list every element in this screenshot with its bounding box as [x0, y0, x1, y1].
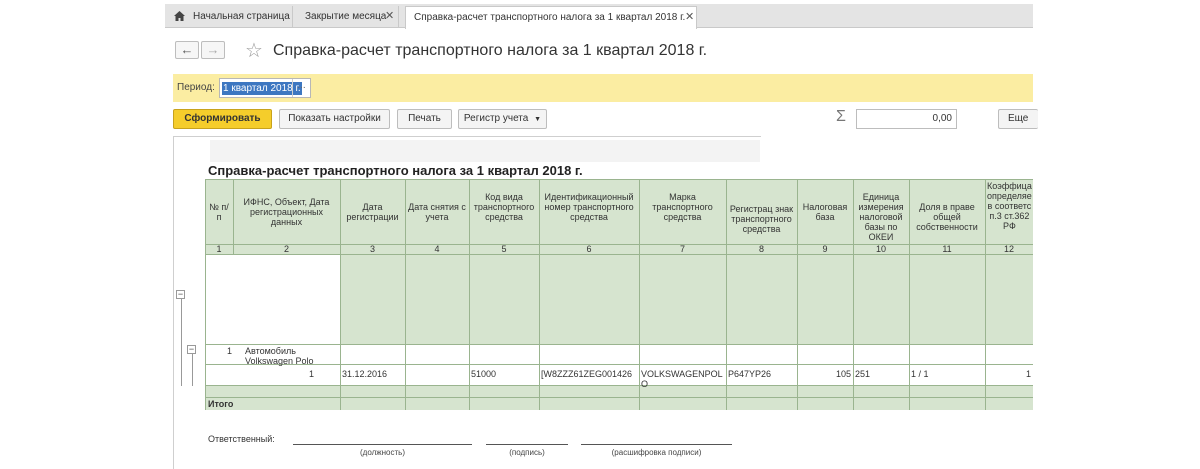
period-label: Период:: [177, 82, 215, 93]
tree-line: [192, 353, 193, 386]
position-caption: (должность): [360, 448, 405, 457]
period-input[interactable]: 1 квартал 2018 г.: [223, 83, 301, 94]
coefficient[interactable]: 1: [1025, 369, 1031, 379]
dropdown-arrow-icon: ▼: [534, 116, 542, 123]
column-number: 12: [1003, 244, 1014, 254]
tab-report[interactable]: [405, 6, 697, 29]
more-button[interactable]: Еще: [998, 109, 1038, 129]
sum-icon: Σ: [836, 108, 846, 125]
vehicle-code[interactable]: 51000: [471, 369, 497, 379]
tab-home-label: Начальная страница: [193, 11, 290, 22]
vin[interactable]: [W8ZZZ61ZEG001426: [541, 369, 633, 379]
column-header: Коэффица определяе в соответс п.3 ст.362 РФ: [987, 181, 1032, 231]
tab-month-close[interactable]: [297, 6, 399, 28]
sign-caption: (подпись): [509, 448, 545, 457]
column-number: 9: [822, 244, 828, 254]
report-left-border: [173, 136, 174, 469]
column-header: Доля в праве общей собственности: [916, 202, 978, 232]
tab-bar: [165, 4, 1033, 28]
column-number: 5: [501, 244, 507, 254]
close-icon[interactable]: ✕: [685, 11, 695, 23]
arrow-right-icon: →: [206, 42, 220, 57]
column-number: 6: [586, 244, 592, 254]
tax-base[interactable]: 105: [835, 369, 851, 379]
register-button-label: Регистр учета: [463, 113, 529, 124]
report-title: Справка-расчет транспортного налога за 1 квартал 2018 г.: [208, 163, 583, 178]
back-button[interactable]: [175, 41, 199, 59]
report-area: [0, 136, 1200, 469]
favorite-star-icon[interactable]: ☆: [245, 40, 263, 62]
report-top-border: [173, 136, 761, 137]
column-number: 2: [283, 244, 289, 254]
column-header: Идентификационный номер транспортного средства: [544, 192, 634, 222]
generate-button[interactable]: Сформировать: [173, 109, 272, 129]
row-number: 1: [309, 369, 315, 379]
tree-line: [181, 298, 182, 386]
column-number: 4: [434, 244, 440, 254]
column-number: 10: [875, 244, 886, 254]
column-number: 7: [679, 244, 685, 254]
tab-month-close-label: Закрытие месяца: [305, 11, 387, 22]
vehicle-brand[interactable]: VOLKSWAGENPOLO: [641, 369, 723, 389]
tab-home[interactable]: [165, 6, 293, 28]
registration-date[interactable]: 31.12.2016: [342, 369, 388, 379]
sum-field[interactable]: 0,00: [856, 109, 957, 129]
column-number: 8: [758, 244, 764, 254]
column-header: Код вида транспортного средства: [473, 192, 535, 222]
signature-line: [486, 444, 568, 445]
column-header: № п/п: [209, 201, 229, 222]
period-panel: [173, 74, 1033, 102]
column-number: 3: [369, 244, 375, 254]
page-title: Справка-расчет транспортного налога за 1 квартал 2018 г.: [273, 42, 708, 59]
register-dropdown-button[interactable]: [458, 109, 547, 129]
signature-line: [581, 444, 732, 445]
responsible-label: Ответственный:: [208, 434, 275, 444]
period-field[interactable]: [219, 78, 311, 98]
arrow-left-icon: ←: [180, 42, 194, 57]
collapse-group-icon[interactable]: −: [177, 289, 184, 299]
total-label: Итого: [208, 399, 234, 409]
home-icon: [174, 11, 185, 21]
group-row-number: 1: [227, 346, 233, 356]
column-header: Дата снятия с учета: [408, 202, 466, 222]
decoding-caption: (расшифровка подписи): [611, 448, 702, 457]
print-button[interactable]: Печать: [397, 109, 452, 129]
okei-unit[interactable]: 251: [855, 369, 871, 379]
column-header: ИФНС, Объект, Дата регистрационных данных: [243, 196, 330, 227]
column-header: Дата регистрации: [346, 202, 399, 222]
report-table: [205, 179, 1033, 410]
column-header: Единица измерения налоговой базы по ОКЕИ: [858, 192, 904, 242]
column-number: 11: [942, 244, 952, 254]
show-settings-button[interactable]: Показать настройки: [279, 109, 390, 129]
period-select-button[interactable]: ...: [292, 79, 310, 97]
report-header-area: [210, 140, 760, 162]
column-number: 1: [216, 244, 222, 254]
tab-report-label: Справка-расчет транспортного налога за 1 квартал 2018 г.: [414, 12, 686, 23]
collapse-group-icon[interactable]: −: [188, 344, 195, 354]
registration-sign[interactable]: P647YP26: [728, 369, 772, 379]
forward-button[interactable]: [201, 41, 225, 59]
column-header: Регистрац знак транспортного средства: [729, 204, 794, 234]
blank-block: [205, 254, 340, 344]
column-header: Марка транспортного средства: [652, 192, 713, 222]
close-icon[interactable]: ✕: [385, 10, 395, 22]
column-header: Налоговая база: [802, 202, 848, 222]
signature-line: [293, 444, 472, 445]
ownership-share[interactable]: 1 / 1: [911, 369, 929, 379]
group-row-object[interactable]: Автомобиль Volkswagen Polo: [245, 346, 314, 366]
